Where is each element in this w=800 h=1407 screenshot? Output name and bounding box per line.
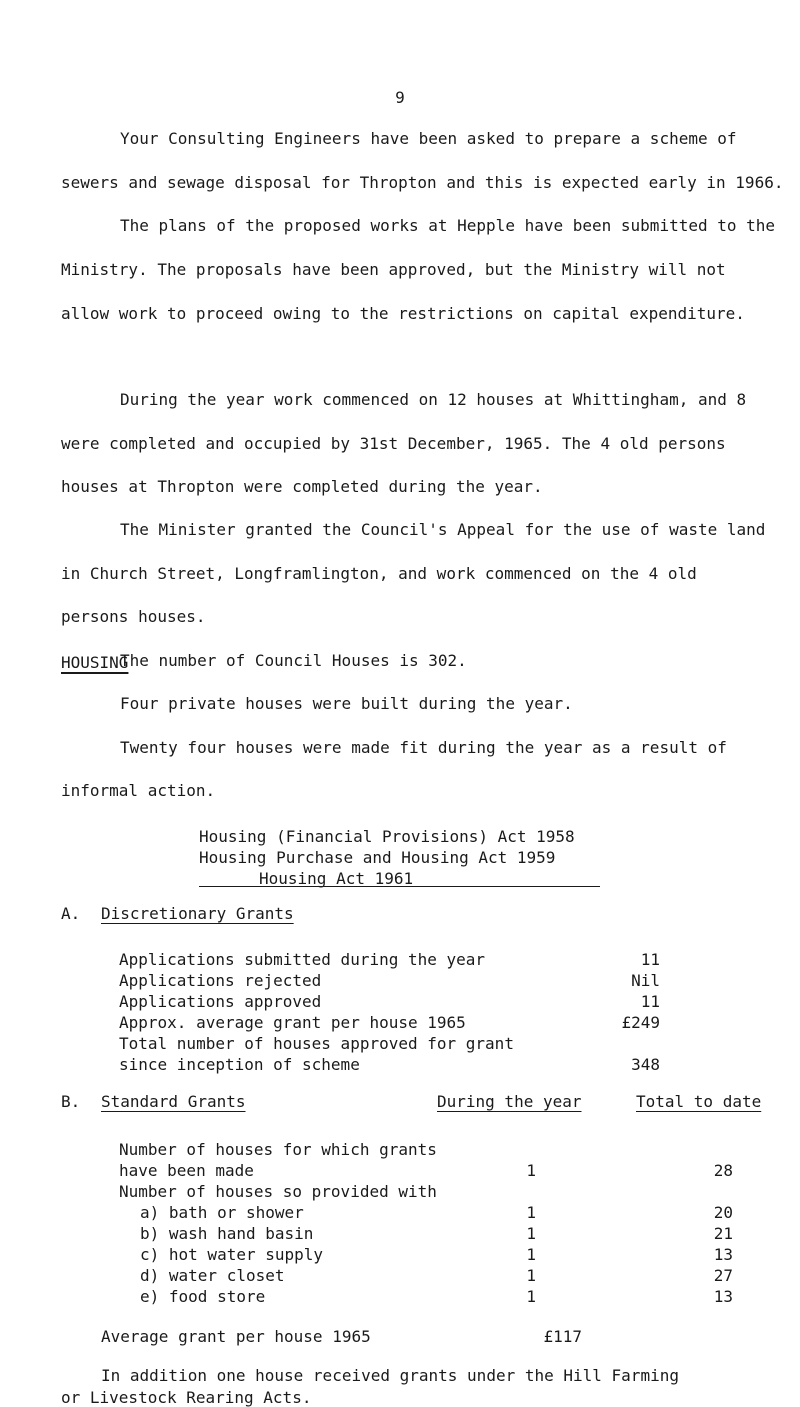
housing-line: The number of Council Houses is 302. xyxy=(120,651,467,670)
housing-line: were completed and occupied by 31st December, 1965. The 4 old persons xyxy=(61,434,726,453)
discretionary-row-label: since inception of scheme xyxy=(119,1055,360,1074)
standard-total-value: 28 xyxy=(713,1161,733,1180)
intro-line: sewers and sewage disposal for Thropton and this is expected early in 1966. xyxy=(61,173,784,192)
discretionary-row-value: 11 xyxy=(640,992,660,1011)
intro-line: Your Consulting Engineers have been asked to prepare a scheme of xyxy=(120,129,737,148)
acts-divider xyxy=(199,886,600,887)
average-grant-label: Average grant per house 1965 xyxy=(101,1327,371,1346)
standard-total-value: 21 xyxy=(713,1224,733,1243)
discretionary-row-label: Approx. average grant per house 1965 xyxy=(119,1013,466,1032)
standard-during-value: 1 xyxy=(526,1266,536,1285)
housing-heading: HOUSING xyxy=(61,653,129,672)
standard-row-label: have been made xyxy=(119,1161,254,1180)
intro-line: allow work to proceed owing to the restrictions on capital expenditure. xyxy=(61,304,745,323)
section-b-label: B. xyxy=(61,1092,81,1111)
acts-block xyxy=(199,826,599,889)
standard-total-value: 20 xyxy=(713,1203,733,1222)
standard-during-value: 1 xyxy=(526,1161,536,1180)
housing-line: Twenty four houses were made fit during the year as a result of xyxy=(120,738,727,757)
column-header-during-year: During the year xyxy=(437,1092,582,1111)
housing-line: informal action. xyxy=(61,781,216,800)
standard-total-value: 13 xyxy=(713,1287,733,1306)
average-grant-value: £117 xyxy=(543,1327,582,1346)
discretionary-row-label: Applications rejected xyxy=(119,971,322,990)
discretionary-row-value: 348 xyxy=(631,1055,660,1074)
housing-line: houses at Thropton were completed during the year. xyxy=(61,477,543,496)
section-a-title: Discretionary Grants xyxy=(101,904,294,923)
standard-row-label: c) hot water supply xyxy=(140,1245,324,1264)
standard-during-value: 1 xyxy=(526,1224,536,1243)
standard-row-label: d) water closet xyxy=(140,1266,285,1285)
housing-line: in Church Street, Longframlington, and work commenced on the 4 old xyxy=(61,564,697,583)
housing-line: The Minister granted the Council's Appeal for the use of waste land xyxy=(120,520,766,539)
housing-line: persons houses. xyxy=(61,607,206,626)
column-header-total-to-date: Total to date xyxy=(636,1092,762,1111)
housing-line: During the year work commenced on 12 houses at Whittingham, and 8 xyxy=(120,390,747,409)
discretionary-row-value: 11 xyxy=(640,950,660,969)
discretionary-row-value: £249 xyxy=(621,1013,660,1032)
intro-line: Ministry. The proposals have been approved, but the Ministry will not xyxy=(61,260,726,279)
discretionary-row-label: Total number of houses approved for grant xyxy=(119,1034,514,1053)
standard-row-label: b) wash hand basin xyxy=(140,1224,314,1243)
standard-row-label: Number of houses for which grants xyxy=(119,1140,437,1159)
standard-row-label: e) food store xyxy=(140,1287,266,1306)
closing-line: In addition one house received grants under the Hill Farming xyxy=(101,1366,679,1385)
intro-line: The plans of the proposed works at Hepple have been submitted to the xyxy=(120,216,776,235)
standard-row-label: a) bath or shower xyxy=(140,1203,304,1222)
discretionary-row-label: Applications approved xyxy=(119,992,322,1011)
act-title: Housing Purchase and Housing Act 1959 xyxy=(199,848,556,867)
section-b-title: Standard Grants xyxy=(101,1092,246,1111)
act-title: Housing Act 1961 xyxy=(259,869,414,888)
housing-line: Four private houses were built during the year. xyxy=(120,694,573,713)
discretionary-row-value: Nil xyxy=(631,971,660,990)
act-title: Housing (Financial Provisions) Act 1958 xyxy=(199,827,575,846)
section-a-label: A. xyxy=(61,904,81,923)
discretionary-row-label: Applications submitted during the year xyxy=(119,950,486,969)
closing-line: or Livestock Rearing Acts. xyxy=(61,1388,312,1407)
standard-during-value: 1 xyxy=(526,1245,536,1264)
standard-row-label: Number of houses so provided with xyxy=(119,1182,437,1201)
page-number: 9 xyxy=(395,88,405,107)
standard-total-value: 13 xyxy=(713,1245,733,1264)
standard-during-value: 1 xyxy=(526,1287,536,1306)
standard-total-value: 27 xyxy=(713,1266,733,1285)
standard-during-value: 1 xyxy=(526,1203,536,1222)
